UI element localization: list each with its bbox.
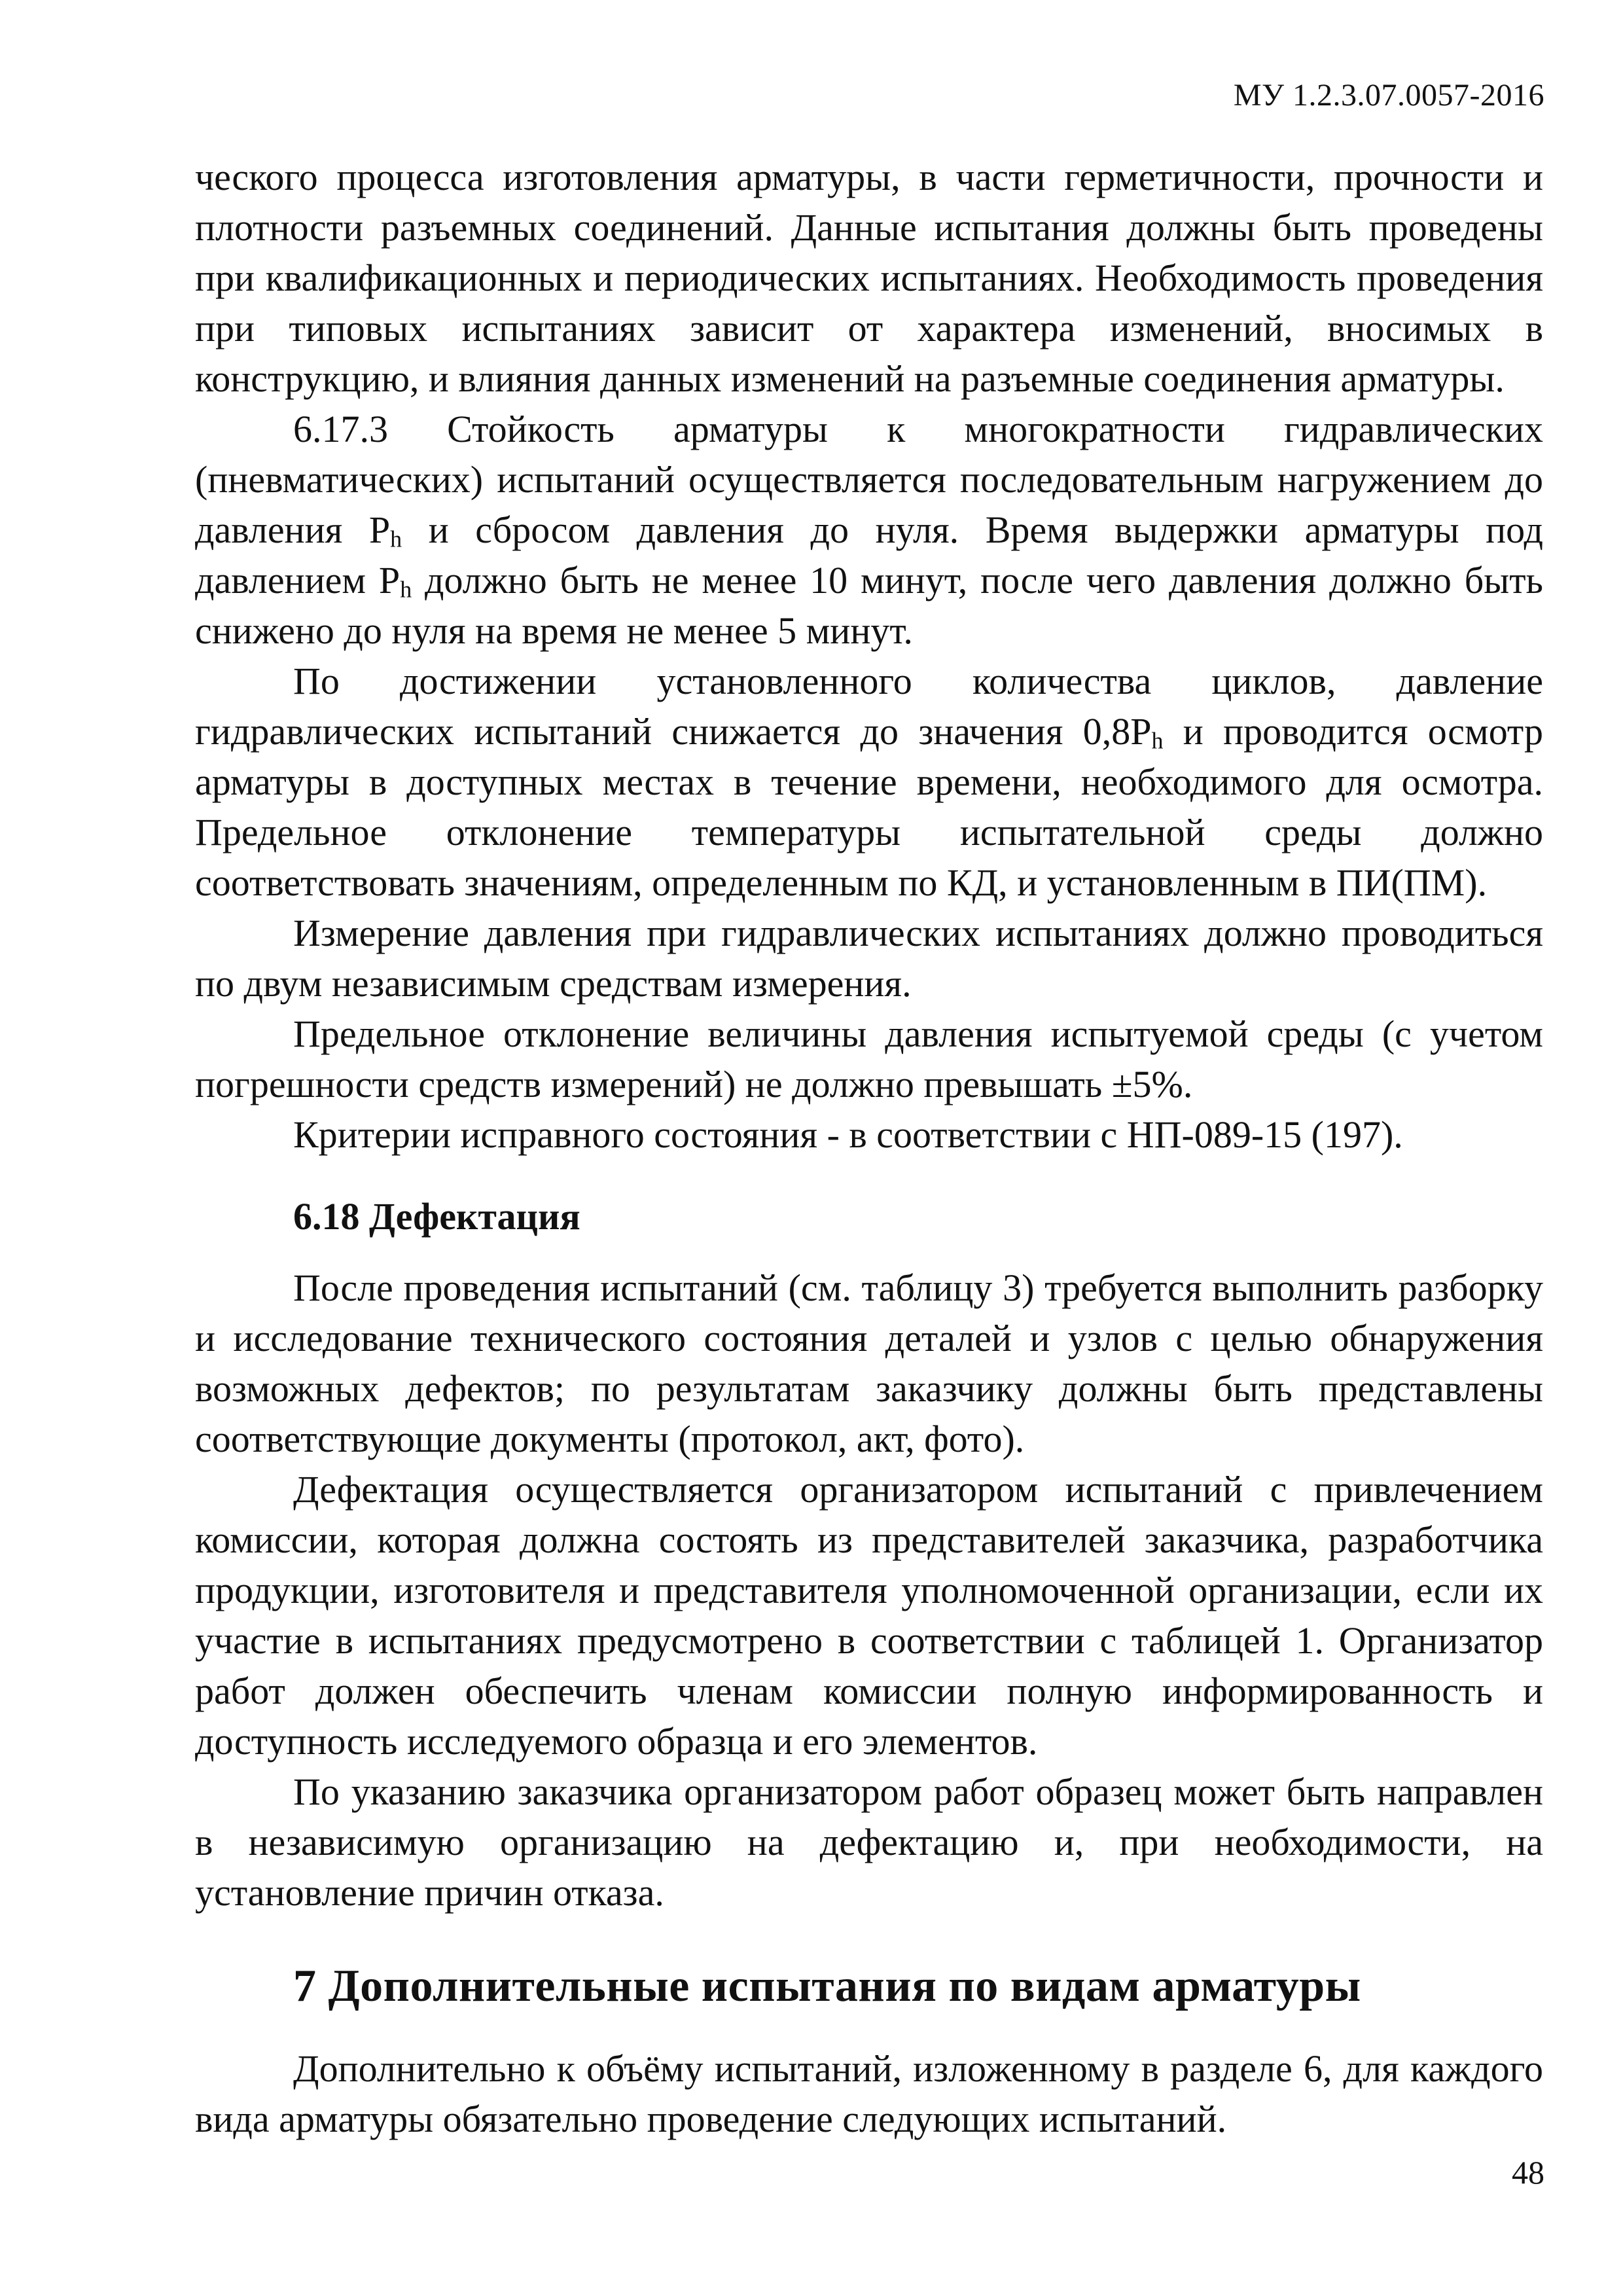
page-content: [195, 152, 1543, 2144]
paragraph: По указанию заказчика организатором работ образец может быть направлен в независимую организацию на дефектацию и, при необходимости, на установление причин отказа.: [195, 1770, 1543, 1914]
paragraph: Дополнительно к объёму испытаний, изложенному в разделе 6, для каждого вида арматуры обязательно проведение следующих испытаний.: [195, 2047, 1543, 2140]
paragraph: ческого процесса изготовления арматуры, в части герметичности, прочности и плотности разъемных соединений. Данные испытания должны быть проведены при квалификационных и периодических испытаниях. Необходимость проведения при типовых испытаниях зависит от характера изменений, вносимых в конструкцию, и влияния данных изменений на разъемные соединения арматуры.: [195, 156, 1543, 400]
paragraph: Измерение давления при гидравлических испытаниях должно проводиться по двум независимым средствам измерения.: [195, 912, 1543, 1005]
section-heading-7: 7 Дополнительные испытания по видам арматуры: [293, 1961, 1361, 2011]
paragraph: Предельное отклонение величины давления испытуемой среды (с учетом погрешности средств измерений) не должно превышать ±5%.: [195, 1013, 1543, 1105]
text-run: должно быть не менее 10 минут, после чего давления должно быть снижено до нуля на время не менее 5 минут.: [195, 559, 1544, 652]
text-run: и проводится осмотр арматуры в доступных местах в течение времени, необходимого для осмотра. Предельное отклонение температуры испытательной среды должно соответствовать значениям, определенным по КД, и установленным в ПИ(ПМ).: [195, 710, 1543, 904]
text-run: 6.17.3 Стойкость арматуры к многократности гидравлических (пневматических) испытаний осуществляется последовательным нагружением до давления P: [195, 408, 1543, 551]
paragraph: Критерии исправного состояния - в соответствии с НП-089-15 (197).: [293, 1113, 1403, 1156]
text-run: и сбросом давления до нуля. Время выдержки арматуры под давлением P: [195, 509, 1543, 601]
paragraph-6-17-3: [195, 404, 1543, 656]
paragraph: После проведения испытаний (см. таблицу 3) требуется выполнить разборку и исследование технического состояния деталей и узлов с целью обнаружения возможных дефектов; по результатам заказчику должны быть представлены соответствующие документы (протокол, акт, фото).: [195, 1266, 1543, 1460]
page-number: 48: [1512, 2154, 1544, 2191]
document-code: МУ 1.2.3.07.0057-2016: [1233, 78, 1544, 113]
paragraph: [195, 656, 1543, 908]
text-run: По достижении установленного количества циклов, давление гидравлических испытаний снижается до значения 0,8P: [195, 660, 1543, 753]
subscript: h: [400, 576, 412, 603]
paragraph: Дефектация осуществляется организатором испытаний с привлечением комиссии, которая должна состоять из представителей заказчика, разработчика продукции, изготовителя и представителя уполномоченной организации, если их участие в испытаниях предусмотрено в соответствии с таблицей 1. Организатор работ должен обеспечить членам комиссии полную информированность и доступность исследуемого образца и его элементов.: [195, 1468, 1543, 1763]
subscript: h: [1151, 727, 1164, 754]
section-heading-6-18: 6.18 Дефектация: [293, 1195, 580, 1238]
subscript: h: [390, 526, 402, 552]
